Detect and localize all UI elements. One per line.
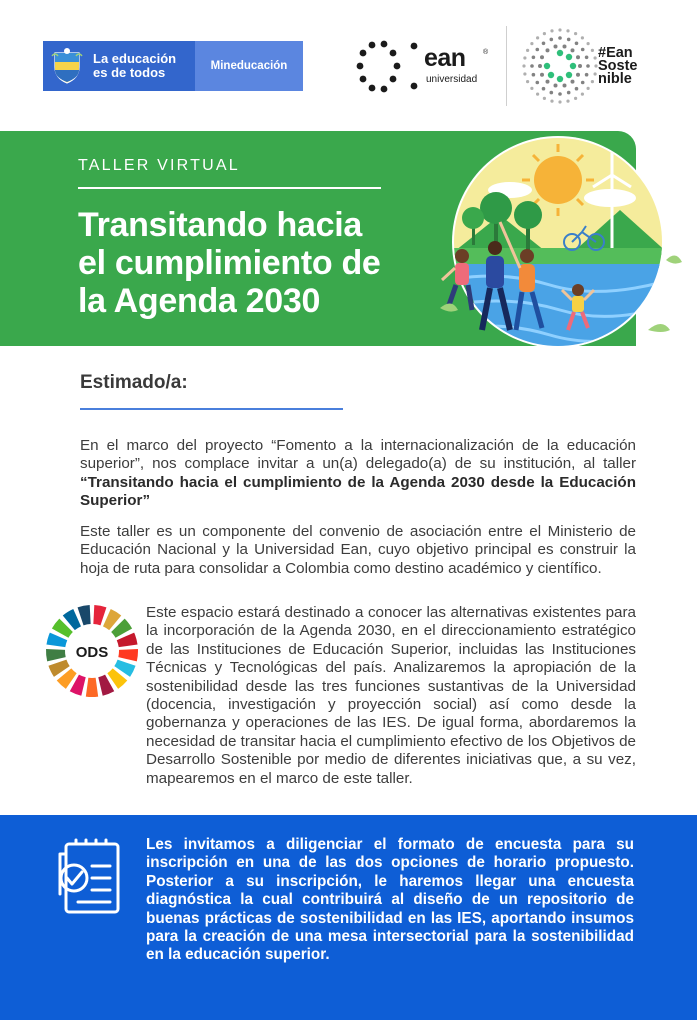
intro-paragraph: [80, 437, 636, 511]
header-divider: [506, 26, 507, 106]
ean-subtitle: universidad: [426, 74, 478, 85]
gov-slogan: [93, 52, 176, 80]
ods-label: ODS: [75, 644, 109, 661]
gov-logo-badge: [43, 41, 303, 91]
workshop-name: “Transitando hacia el cumplimiento de la Agenda 2030 desde la Educación Superior”: [80, 473, 636, 510]
intro-text: En el marco del proyecto “Fomento a la internacionalización de la educación superior”, nos complace invitar a un(a) delegado(a) de su institución, al taller: [80, 437, 636, 473]
title-line3: la Agenda 2030: [78, 282, 321, 320]
sost-line1: #Ean: [598, 45, 633, 61]
sost-line2: Soste: [598, 58, 638, 74]
gov-ministry-label: Mineducación: [195, 41, 303, 91]
colombia-shield-icon: [51, 47, 83, 85]
ean-registered-mark: ®: [483, 49, 489, 56]
title-line2: el cumplimiento de: [78, 244, 381, 282]
greeting: Estimado/a:: [80, 372, 188, 393]
gov-slogan-line2: es de todos: [93, 65, 166, 80]
banner-rule: [78, 187, 381, 189]
survey-checklist-icon: [52, 838, 124, 918]
gov-slogan-line1: La educación: [93, 51, 177, 66]
ean-sostenible-text: [598, 47, 638, 86]
title-line1: Transitando hacia: [78, 206, 362, 244]
banner-kicker: TALLER VIRTUAL: [78, 157, 240, 174]
sustainability-illustration: [400, 130, 690, 355]
greeting-rule: [80, 408, 343, 410]
agreement-paragraph: Este taller es un componente del convenio de asociación entre el Ministerio de Educación Nacional y la Universidad Ean, cuyo objetivo principal es construir la hoja de ruta para consolidar a Colombia como destino académico y científico.: [80, 523, 636, 577]
invitation-text: Les invitamos a diligenciar el formato de encuesta para su inscripción en una de las dos opciones de horario propuesto. Posterior a su inscripción, le haremos llegar una encuesta diagnóstica la cual contribuirá al diseño de un repositorio de buenas prácticas de sostenibilidad en las IES, aportando insumos para la creación de una mesa intersectorial para la sostenibilidad en la educación superior.: [146, 836, 634, 964]
ean-sostenible-ring-icon: [520, 26, 600, 106]
sost-line3: nible: [598, 71, 632, 87]
gov-logo-left: [43, 41, 195, 91]
ods-wheel-icon: [44, 603, 140, 699]
description-paragraph: Este espacio estará destinado a conocer las alternativas existentes para la incorporación de la Agenda 2030, en el direccionamiento estratégico de las Instituciones de Educación Superior, incluidas las Instituciones Técnicas y Tecnológicas del país. Analizaremos la apropiación de la sostenibilidad desde las tres funciones sustantivas de la Universidad (docencia, investigación y proyección social) así como desde la gobernanza y operaciones de las IES. De igual forma, abordaremos la necesidad de transitar hacia el cumplimiento efectivo de los Objetivos de Desarrollo Sostenible por medio de diferentes iniciativas que, a su vez, mapearemos en el marco de este taller.: [146, 604, 636, 787]
ean-wordmark: ean: [424, 44, 466, 72]
header: [0, 0, 697, 120]
page-title: [78, 206, 438, 320]
